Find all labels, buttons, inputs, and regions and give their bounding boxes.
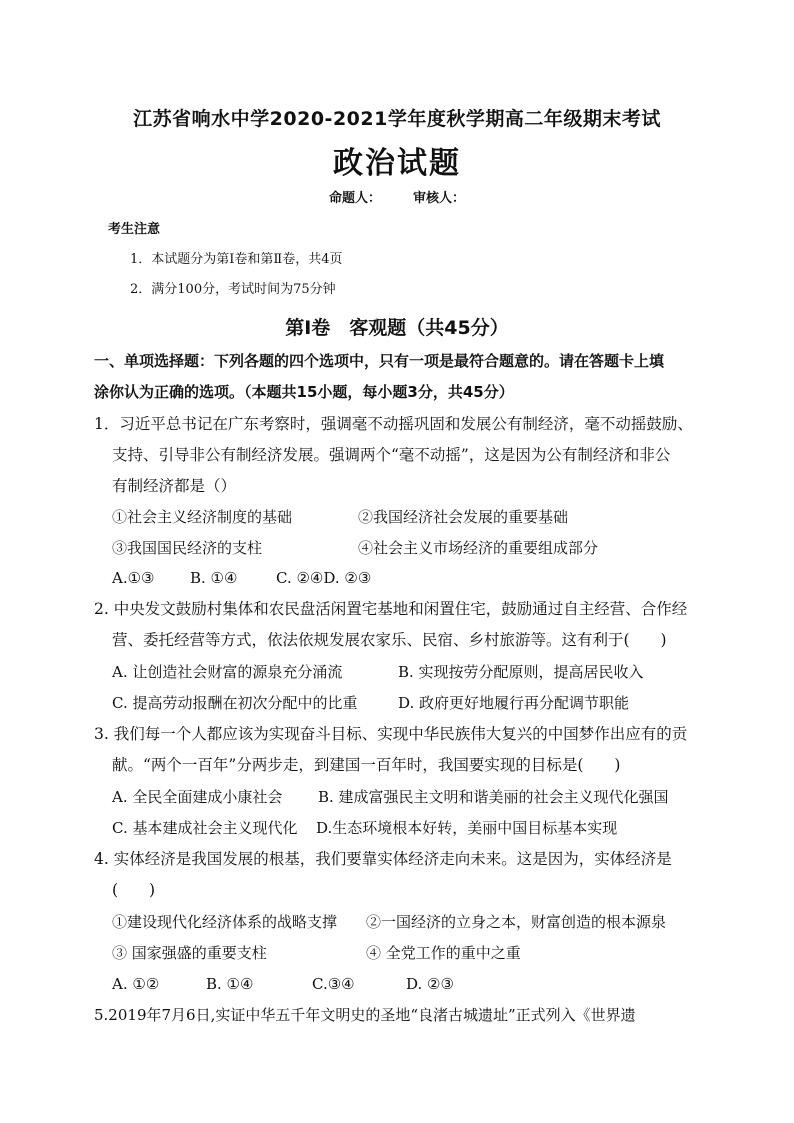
notice-item: 2．满分100分，考试时间为75分钟 <box>130 282 336 297</box>
answer-option: A. 全民全面建成小康社会 <box>112 788 283 806</box>
notice-item: 1．本试题分为第Ⅰ卷和第Ⅱ卷，共4页 <box>130 252 343 267</box>
answer-option: C. 基本建成社会主义现代化 <box>112 819 298 837</box>
answer-option: A. 让创造社会财富的源泉充分涌流 <box>112 663 343 681</box>
question-stem: 献。“两个一百年”分两步走，到建国一百年时，我国要实现的目标是( ) <box>112 756 621 774</box>
answer-option: B. 实现按劳分配原则，提高居民收入 <box>398 663 644 681</box>
statement: ④社会主义市场经济的重要组成部分 <box>358 539 599 557</box>
question-stem: 1．习近平总书记在广东考察时，强调毫不动摇巩固和发展公有制经济，毫不动摇鼓励、 <box>94 415 693 433</box>
statement: ③ 国家强盛的重要支柱 <box>112 944 267 962</box>
question-stem: 2. 中央发文鼓励村集体和农民盘活闲置宅基地和闲置住宅，鼓励通过自主经营、合作经 <box>94 600 688 618</box>
answer-option: B. 建成富强民主文明和谐美丽的社会主义现代化强国 <box>318 788 669 806</box>
setter-label: 命题人： <box>328 191 381 206</box>
setters-line <box>0 187 794 206</box>
statement: ②我国经济社会发展的重要基础 <box>358 508 569 526</box>
answer-option: D.生态环境根本好转，美丽中国目标基本实现 <box>316 819 618 837</box>
statement: ②一国经济的立身之本，财富创造的根本源泉 <box>366 913 667 931</box>
answer-option: C. 提高劳动报酬在初次分配中的比重 <box>112 694 358 712</box>
notice-heading: 考生注意 <box>108 222 161 237</box>
answer-option: D. ②③ <box>406 975 454 993</box>
subject-title: 政治试题 <box>333 146 461 181</box>
answer-option: A. ①② <box>112 975 160 993</box>
question-stem: 有制经济都是（） <box>112 477 237 495</box>
question-stem: 营、委托经营等方式，依法依规发展农家乐、民宿、乡村旅游等。这有利于( ) <box>112 631 667 649</box>
section-instruction: 涂你认为正确的选项。（本题共15小题，每小题3分，共45分） <box>94 383 514 401</box>
school-exam-title: 江苏省响水中学2020-2021学年度秋学期高二年级期末考试 <box>133 108 661 130</box>
answer-option: B. ①④ <box>206 975 254 993</box>
statement: ①建设现代化经济体系的战略支撑 <box>112 913 338 931</box>
question-stem: 5.2019年7月6日,实证中华五千年文明史的圣地“良渚古城遗址”正式列入《世界遗 <box>94 1006 636 1024</box>
question-stem: 3. 我们每一个人都应该为实现奋斗目标、实现中华民族伟大复兴的中国梦作出应有的贡 <box>94 725 688 743</box>
question-stem: 4. 实体经济是我国发展的根基，我们要靠实体经济走向未来。这是因为，实体经济是 <box>94 850 672 868</box>
question-stem: 支持、引导非公有制经济发展。强调两个“毫不动摇”，这是因为公有制经济和非公 <box>112 446 671 464</box>
answer-option: B. ①④ <box>190 569 238 587</box>
part-one-title: 第Ⅰ卷 客观题（共45分） <box>285 317 509 339</box>
question-stem: ( ) <box>112 881 156 899</box>
statement: ③我国国民经济的支柱 <box>112 539 263 557</box>
statement: ①社会主义经济制度的基础 <box>112 508 293 526</box>
answer-option: D. 政府更好地履行再分配调节职能 <box>398 694 630 712</box>
answer-option: C. ②④D. ②③ <box>276 569 372 587</box>
reviewer-label: 审核人： <box>413 191 466 206</box>
answer-option: C.③④ <box>312 975 355 993</box>
answer-option: A.①③ <box>112 569 155 587</box>
statement: ④ 全党工作的重中之重 <box>366 944 521 962</box>
section-instruction: 一、单项选择题：下列各题的四个选项中，只有一项是最符合题意的。请在答题卡上填 <box>94 352 665 370</box>
